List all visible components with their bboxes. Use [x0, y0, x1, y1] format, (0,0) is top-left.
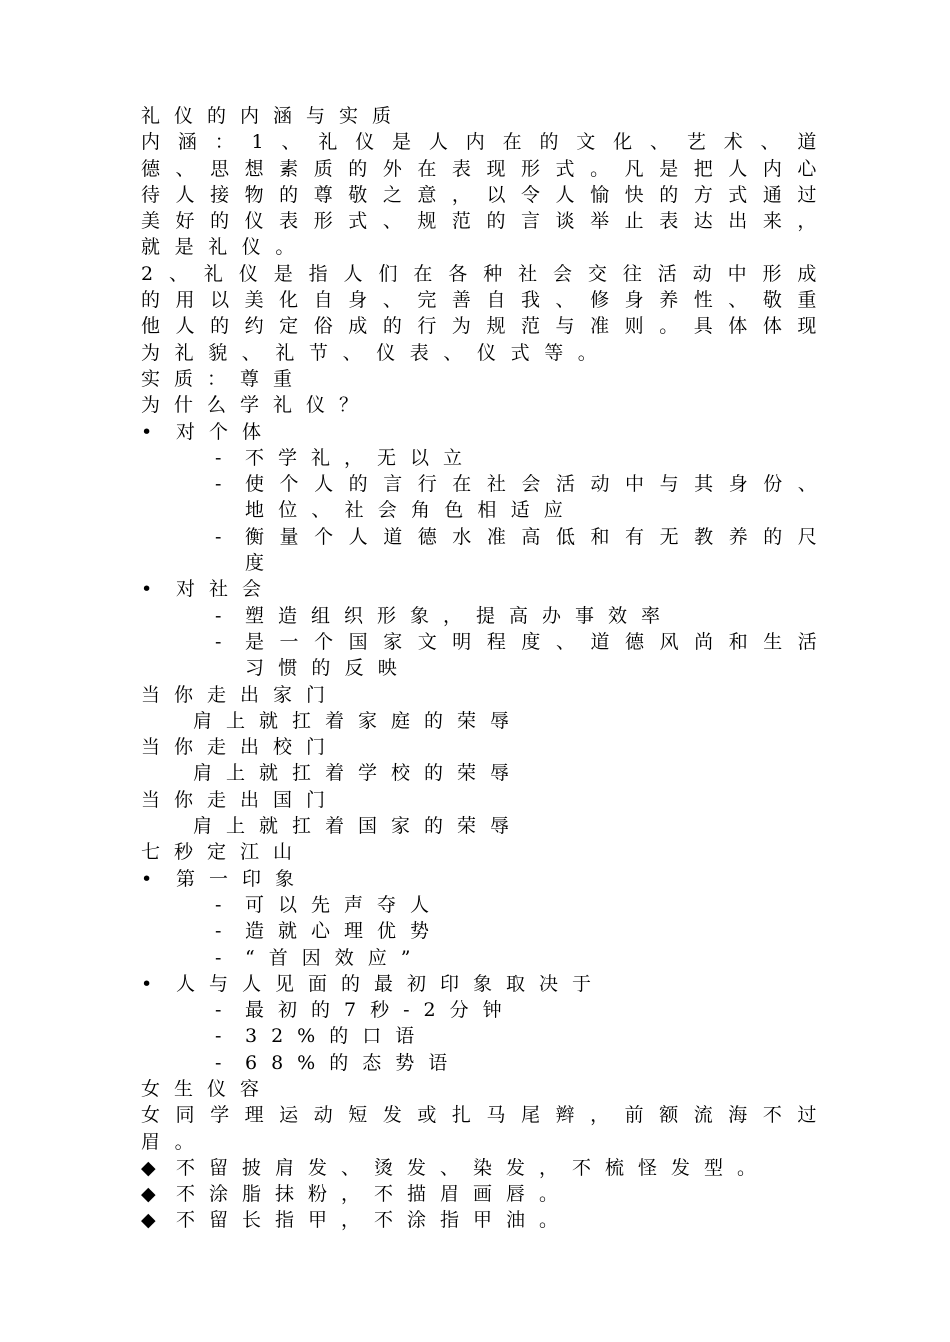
- dash-mark: -: [215, 1051, 222, 1074]
- dash-item-text: 衡量个人道德水准高低和有无教养的尺度: [245, 525, 831, 575]
- leave-home-sub: 肩上就扛着家庭的荣辱: [193, 709, 524, 732]
- bullet-individual: [141, 419, 831, 445]
- dash-item-text: 68%的态势语: [245, 1051, 462, 1074]
- bullet-dot-icon: •: [141, 972, 153, 995]
- dash-mark: -: [215, 604, 222, 627]
- dash-item: [141, 445, 831, 471]
- diamond-item: [141, 1181, 831, 1207]
- bullet-label: 对社会: [176, 578, 276, 601]
- diamond-item: [141, 1207, 831, 1233]
- bullet-dot-icon: •: [141, 867, 153, 890]
- dash-item-text: 不学礼，无以立: [245, 446, 477, 469]
- bullet-impression-depends: [141, 971, 831, 997]
- essence-line: 实质：尊重: [141, 367, 307, 390]
- diamond-item-text: 不留披肩发、烫发、染发，不梳怪发型。: [176, 1156, 771, 1179]
- diamond-item-text: 不涂脂抹粉，不描眉画唇。: [176, 1183, 573, 1206]
- bullet-label: 第一印象: [176, 867, 309, 890]
- section-title-etiquette-meaning: 礼仪的内涵与实质: [141, 105, 406, 127]
- dash-item: [141, 524, 831, 577]
- dash-mark: -: [215, 999, 222, 1022]
- dash-item-text: 造就心理优势: [245, 920, 444, 943]
- dash-item: [141, 1023, 831, 1049]
- leave-school-sub: 肩上就扛着学校的荣辱: [193, 762, 524, 785]
- document-page: [141, 103, 831, 1234]
- dash-item: [141, 997, 831, 1023]
- dash-item: [141, 629, 831, 682]
- leave-school-line: 当你走出校门: [141, 736, 340, 759]
- diamond-bullet-icon: ◆: [141, 1183, 156, 1206]
- bullet-society: [141, 576, 831, 602]
- section-title-seven-seconds: 七秒定江山: [141, 841, 307, 864]
- connotation-paragraph-1: 内涵：1、礼仪是人内在的文化、艺术、道德、思想素质的外在表现形式。凡是把人内心待人接物的尊敬之意，以令人愉快的方式通过美好的仪表形式、规范的言谈举止表达出来，就是礼仪。: [141, 131, 831, 259]
- section-title-girls-appearance: 女生仪容: [141, 1077, 274, 1100]
- dash-item-text: 塑造组织形象，提高办事效率: [245, 604, 675, 627]
- dash-mark: -: [215, 525, 222, 548]
- dash-mark: -: [215, 630, 222, 653]
- dash-mark: -: [215, 946, 222, 969]
- dash-item: [141, 918, 831, 944]
- section-title-why-learn: 为什么学礼仪？: [141, 394, 373, 417]
- leave-country-line: 当你走出国门: [141, 788, 340, 811]
- dash-item-text: 使个人的言行在社会活动中与其身份、地位、社会角色相适应: [245, 473, 831, 522]
- bullet-dot-icon: •: [141, 420, 153, 443]
- dash-mark: -: [215, 893, 222, 916]
- dash-item: [141, 945, 831, 971]
- leave-country-sub: 肩上就扛着国家的荣辱: [193, 815, 524, 838]
- hairstyle-paragraph: 女同学理运动短发或扎马尾辫，前额流海不过眉。: [141, 1104, 831, 1153]
- leave-home-line: 当你走出家门: [141, 683, 340, 706]
- dash-mark: -: [215, 1025, 222, 1048]
- diamond-bullet-icon: ◆: [141, 1156, 156, 1179]
- dash-item: [141, 892, 831, 918]
- diamond-item: [141, 1155, 831, 1181]
- dash-item-text: “首因效应”: [245, 946, 425, 969]
- diamond-bullet-icon: ◆: [141, 1209, 156, 1232]
- dash-mark: -: [215, 920, 222, 943]
- bullet-first-impression: [141, 866, 831, 892]
- dash-item: [141, 603, 831, 629]
- dash-item: [141, 1050, 831, 1076]
- bullet-dot-icon: •: [141, 578, 153, 601]
- bullet-label: 人与人见面的最初印象取决于: [176, 972, 606, 995]
- dash-mark: -: [215, 446, 222, 469]
- dash-item: [141, 471, 831, 524]
- dash-item-text: 是一个国家文明程度、道德风尚和生活习惯的反映: [245, 630, 831, 680]
- dash-item-text: 可以先声夺人: [245, 893, 444, 916]
- dash-mark: -: [215, 473, 222, 496]
- connotation-paragraph-2: 2、礼仪是指人们在各种社会交往活动中形成的用以美化自身、完善自我、修身养性、敬重他人的约定俗成的行为规范与准则。具体体现为礼貌、礼节、仪表、仪式等。: [141, 262, 831, 364]
- dash-item-text: 最初的7秒-2分钟: [245, 999, 516, 1022]
- bullet-label: 对个体: [176, 420, 276, 443]
- dash-item-text: 32%的口语: [245, 1025, 429, 1048]
- diamond-item-text: 不留长指甲，不涂指甲油。: [176, 1209, 573, 1232]
